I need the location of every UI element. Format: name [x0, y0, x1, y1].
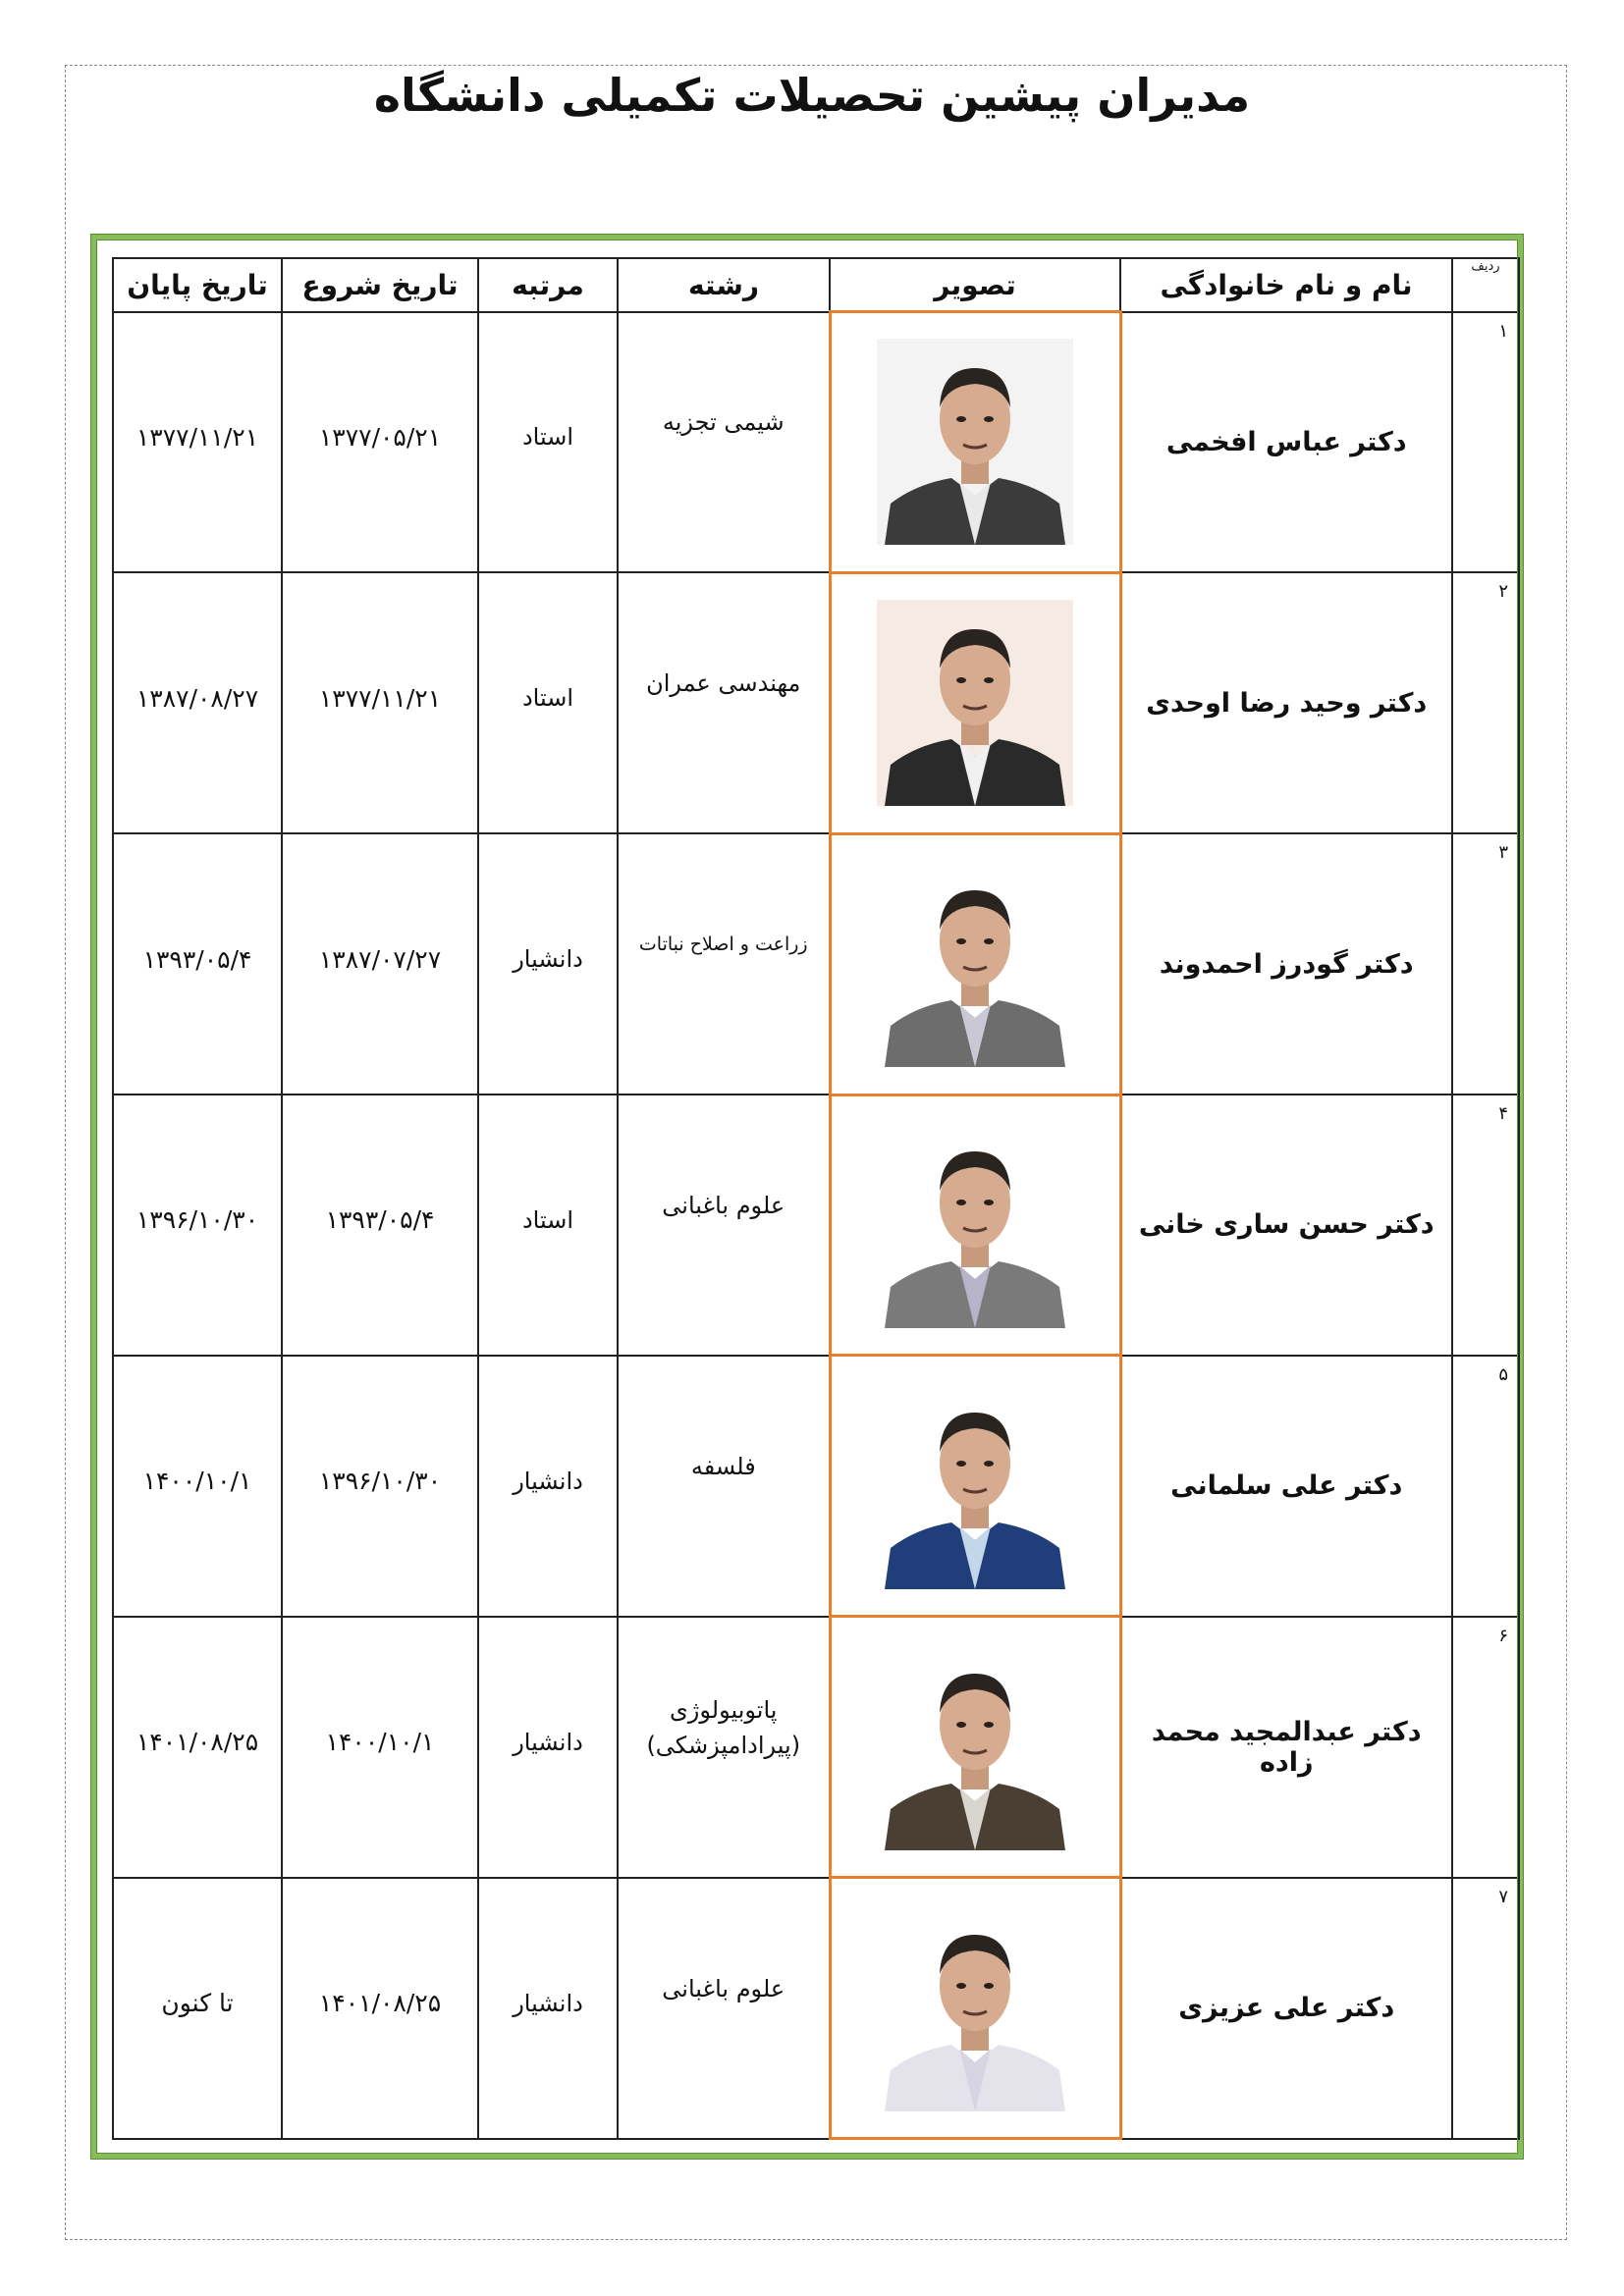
person-photo-icon	[877, 1905, 1073, 2111]
field-of-study: علوم باغبانی	[618, 1095, 830, 1356]
person-photo-icon	[877, 1383, 1073, 1589]
manager-name: دکتر علی عزیزی	[1120, 1878, 1452, 2139]
table-row	[113, 1878, 1519, 2139]
photo-cell	[830, 312, 1120, 573]
row-number: ۱	[1452, 312, 1519, 573]
start-date: ۱۳۷۷/۱۱/۲۱	[282, 572, 478, 833]
table-row	[113, 572, 1519, 833]
person-photo-icon	[877, 1644, 1073, 1850]
field-of-study: زراعت و اصلاح نباتات	[618, 833, 830, 1095]
page-title: مدیران پیشین تحصیلات تکمیلی دانشگاه	[373, 69, 1251, 122]
table-row	[113, 1095, 1519, 1356]
field-of-study: علوم باغبانی	[618, 1878, 830, 2139]
start-date: ۱۳۸۷/۰۷/۲۷	[282, 833, 478, 1095]
table-row	[113, 833, 1519, 1095]
academic-rank: استاد	[478, 572, 618, 833]
photo-cell	[830, 1356, 1120, 1617]
end-date: ۱۴۰۰/۱۰/۱	[113, 1356, 282, 1617]
row-number: ۷	[1452, 1878, 1519, 2139]
header-photo: تصویر	[830, 258, 1120, 312]
person-photo-icon	[877, 600, 1073, 806]
start-date: ۱۴۰۱/۰۸/۲۵	[282, 1878, 478, 2139]
field-of-study: پاتوبیولوژی (پیرادامپزشکی)	[618, 1617, 830, 1878]
academic-rank: استاد	[478, 1095, 618, 1356]
manager-name: دکتر گودرز احمدوند	[1120, 833, 1452, 1095]
field-of-study: مهندسی عمران	[618, 572, 830, 833]
managers-table	[112, 257, 1520, 2140]
end-date: ۱۳۸۷/۰۸/۲۷	[113, 572, 282, 833]
header-row	[113, 258, 1519, 312]
photo-cell	[830, 833, 1120, 1095]
row-number: ۴	[1452, 1095, 1519, 1356]
end-date: ۱۳۹۶/۱۰/۳۰	[113, 1095, 282, 1356]
academic-rank: دانشیار	[478, 1617, 618, 1878]
field-of-study: شیمی تجزیه	[618, 312, 830, 573]
header-radif: ردیف	[1452, 258, 1519, 312]
academic-rank: استاد	[478, 312, 618, 573]
photo-cell	[830, 1095, 1120, 1356]
table-row	[113, 1356, 1519, 1617]
academic-rank: دانشیار	[478, 833, 618, 1095]
photo-cell	[830, 1617, 1120, 1878]
header-field: رشته	[618, 258, 830, 312]
academic-rank: دانشیار	[478, 1878, 618, 2139]
row-number: ۶	[1452, 1617, 1519, 1878]
end-date: تا کنون	[113, 1878, 282, 2139]
person-photo-icon	[877, 1122, 1073, 1328]
end-date: ۱۴۰۱/۰۸/۲۵	[113, 1617, 282, 1878]
person-photo-icon	[877, 861, 1073, 1067]
table-row	[113, 312, 1519, 573]
row-number: ۵	[1452, 1356, 1519, 1617]
manager-name: دکتر عباس افخمی	[1120, 312, 1452, 573]
table-frame	[90, 234, 1524, 2160]
academic-rank: دانشیار	[478, 1356, 618, 1617]
start-date: ۱۳۹۳/۰۵/۴	[282, 1095, 478, 1356]
header-end-date: تاریخ پایان	[113, 258, 282, 312]
manager-name: دکتر حسن ساری خانی	[1120, 1095, 1452, 1356]
start-date: ۱۴۰۰/۱۰/۱	[282, 1617, 478, 1878]
manager-name: دکتر وحید رضا اوحدی	[1120, 572, 1452, 833]
start-date: ۱۳۹۶/۱۰/۳۰	[282, 1356, 478, 1617]
header-start-date: تاریخ شروع	[282, 258, 478, 312]
header-name: نام و نام خانوادگی	[1120, 258, 1452, 312]
table-row	[113, 1617, 1519, 1878]
end-date: ۱۳۹۳/۰۵/۴	[113, 833, 282, 1095]
person-photo-icon	[877, 339, 1073, 545]
field-of-study: فلسفه	[618, 1356, 830, 1617]
manager-name: دکتر علی سلمانی	[1120, 1356, 1452, 1617]
photo-cell	[830, 1878, 1120, 2139]
start-date: ۱۳۷۷/۰۵/۲۱	[282, 312, 478, 573]
row-number: ۲	[1452, 572, 1519, 833]
row-number: ۳	[1452, 833, 1519, 1095]
photo-cell	[830, 572, 1120, 833]
manager-name: دکتر عبدالمجید محمد زاده	[1120, 1617, 1452, 1878]
end-date: ۱۳۷۷/۱۱/۲۱	[113, 312, 282, 573]
header-rank: مرتبه	[478, 258, 618, 312]
